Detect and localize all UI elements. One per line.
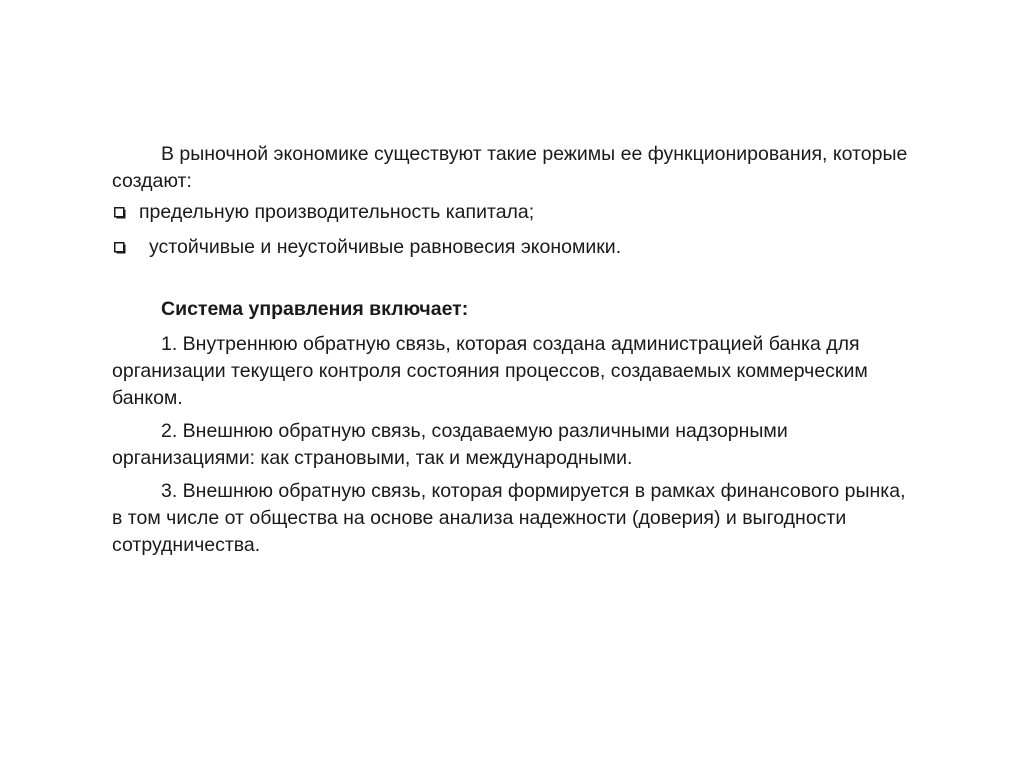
intro-paragraph: В рыночной экономике существуют такие режимы ее функционирования, которые создают:: [112, 143, 908, 192]
bullet-item: [112, 199, 912, 226]
system-item: 1. Внутреннюю обратную связь, которая создана администрацией банка для организации текущего контроля состояния процессов, создаваемых коммерческим банком.: [112, 333, 868, 409]
checkbox-square-icon: [114, 242, 126, 254]
checkbox-square-icon: [114, 207, 126, 219]
system-item: 3. Внешнюю обратную связь, которая формируется в рамках финансового рынка, в том числе от общества на основе анализа надежности (доверия) и выгодности сотрудничества.: [112, 480, 906, 556]
bullet-text: устойчивые и неустойчивые равновесия экономики.: [149, 236, 622, 258]
bullet-list: [112, 199, 912, 261]
bullet-text: предельную производительность капитала;: [139, 201, 535, 223]
system-item: 2. Внешнюю обратную связь, создаваемую различными надзорными организациями: как страновыми, так и международными.: [112, 420, 788, 469]
slide-content: [112, 141, 912, 559]
bullet-item: [112, 234, 912, 261]
system-heading: Система управления включает:: [161, 298, 469, 320]
